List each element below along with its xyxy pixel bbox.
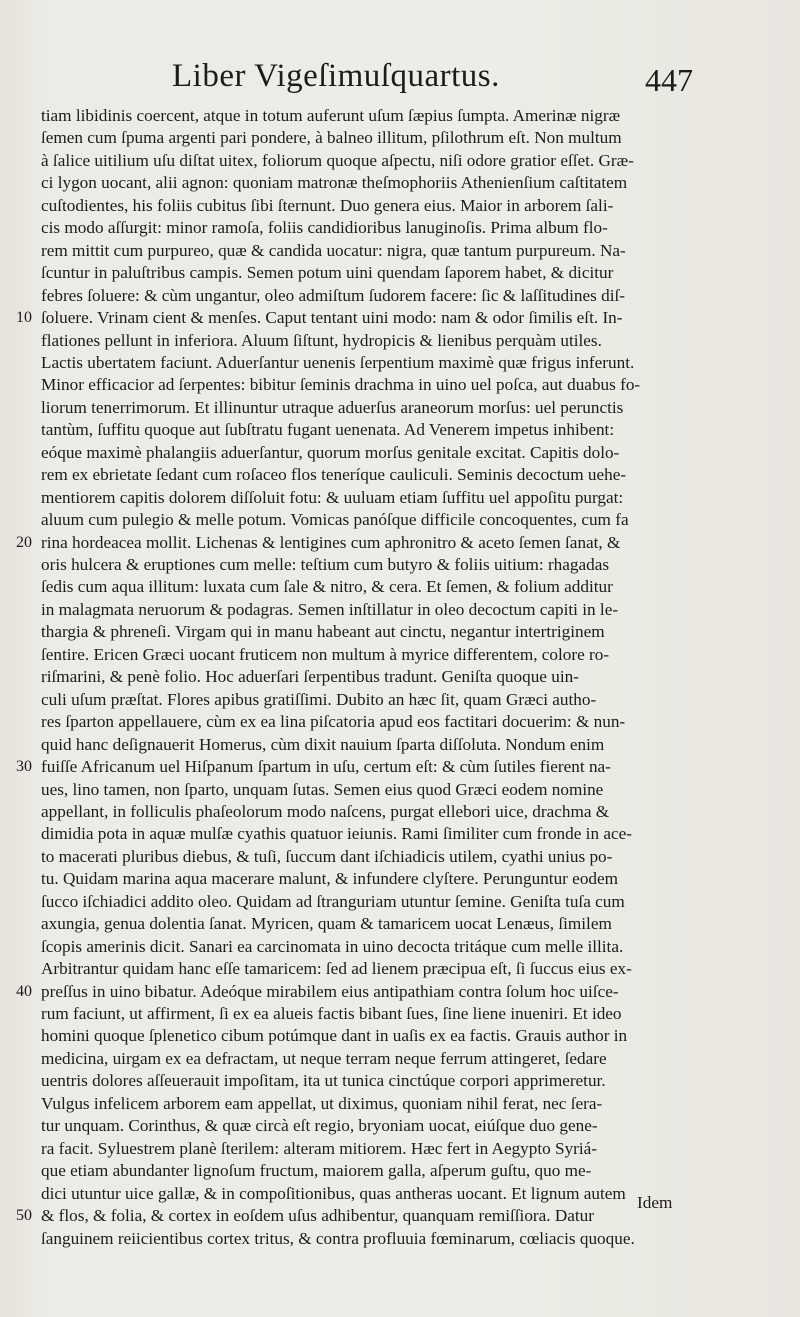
text-line: tu. Quidam marina aqua macerare malunt, & infundere clyſtere. Perunguntur eodem [41,869,618,889]
line-number-marker: 50 [16,1207,32,1225]
text-line: ſemen cum ſpuma argenti pari pondere, à balneo illitum, pſilothrum eſt. Non multum [41,128,622,148]
text-line: ci lygon uocant, alii agnon: quoniam matronæ theſmophoriis Athenienſium caſtitatem [41,173,628,193]
text-line: febres ſoluere: & cùm ungantur, oleo admiſtum ſudorem facere: ſic & laſſitudines diſ- [41,285,625,305]
text-line: ſcuntur in paluſtribus campis. Semen potum uini quendam ſaporem habet, & dicitur [41,263,614,283]
page-number: 447 [645,62,693,98]
text-line: res ſparton appellauere, cùm ex ea lina piſcatoria apud eos factitari docuerim: & nun- [41,712,626,732]
text-line: mentiorem capitis dolorem diſſoluit fotu: & uuluam etiam ſuffitu uel appoſitu purgat: [41,487,624,507]
text-line: quid hanc deſignauerit Homerus, cùm dixit nauium ſparta diſſoluta. Nondum enim [41,734,605,754]
text-line: rina hordeacea mollit. Lichenas & lentigines cum aphronitro & aceto ſemen ſanat, & [41,532,621,552]
text-line: culi uſum præſtat. Flores apibus gratiſſimi. Dubito an hæc ſit, quam Græci autho- [41,689,597,709]
line-number-marker: 40 [16,982,32,1000]
text-line: ſanguinem reiicientibus cortex tritus, & contra profluuia fœminarum, cœliacis quoque. [41,1228,635,1248]
text-line: in malagmata neruorum & podagras. Semen inſtillatur in oleo decoctum capiti in le- [41,599,619,619]
text-line: & flos, & folia, & cortex in eoſdem uſus adhibentur, quanquam remiſſiora. Datur [41,1206,594,1226]
text-line: liorum tenerrimorum. Et illinuntur utraque aduerſus araneorum morſus: uel perunctis [41,397,624,417]
text-line: ſcopis amerinis dicit. Sanari ea carcinomata in uino decocta tritáque cum melle illita. [41,936,624,956]
text-line: flationes pellunt in inferiora. Aluum ſiſtunt, hydropicis & lienibus perquàm utiles. [41,330,602,350]
text-line: ra facit. Syluestrem planè ſterilem: alteram mitiorem. Hæc fert in Aegypto Syriá- [41,1138,598,1158]
text-line: to macerati pluribus diebus, & tuſi, ſuccum dant iſchiadicis utilem, cyathi unius po- [41,846,613,866]
text-line: eóque maximè phalangiis aduerſantur, quorum morſus genitale excitat. Capitis dolo- [41,442,620,462]
catchword: Idem [637,1193,673,1212]
text-line: rem ex ebrietate ſedant cum roſaceo flos teneríque cauliculi. Seminis decoctum uehe- [41,465,627,485]
text-line: tiam libidinis coercent, atque in totum auferunt uſum ſæpius ſumpta. Amerinæ nigræ [41,106,621,125]
text-line: aluum cum pulegio & melle potum. Vomicas panóſque difficile concoquentes, cum fa [41,510,629,530]
text-line: oris hulcera & eruptiones cum melle: teſtium cum butyro & foliis uitium: rhagadas [41,555,610,574]
text-line: Lactis ubertatem faciunt. Aduerſantur uenenis ſerpentium maximè quæ frigus inferunt. [41,352,635,372]
text-line: rem mittit cum purpureo, quæ & candida uocatur: nigra, quæ tantum purpureum. Na- [41,240,626,260]
text-line: cis modo aſſurgit: minor ramoſa, foliis candidioribus lanuginoſis. Prima album flo- [41,218,608,238]
line-number-marker: 30 [16,758,32,776]
text-line: thargia & phreneſi. Virgam qui in manu habeant aut cinctu, negantur intertriginem [41,622,605,642]
text-line: dimidia pota in aquæ mulſæ cyathis quatuor ieiunis. Rami ſimiliter cum fronde in ace- [41,824,632,844]
text-line: appellant, in folliculis phaſeolorum modo naſcens, purgat ellebori uice, drachma & [41,801,610,821]
text-line: riſmarini, & penè folio. Hoc aduerſari ſerpentibus tradunt. Geniſta quoque uin- [41,667,579,687]
text-line: ſoluere. Vrinam cient & menſes. Caput tentant uini modo: nam & odor ſimilis eſt. In- [41,308,623,328]
text-line: uentris dolores aſſeuerauit impoſitam, ita ut tunica cinctúque corpori apprimeretur. [41,1071,606,1091]
text-line: ſentire. Ericen Græci uocant fruticem non multum à myrice differentem, colore ro- [41,644,610,664]
line-number-marker: 10 [16,309,32,327]
text-line: homini quoque ſplenetico cibum potúmque dant in uaſis ex ea factis. Grauis author in [41,1026,628,1046]
text-line: axungia, genua dolentia ſanat. Myricen, quam & tamaricem uocat Lenæus, ſimilem [41,914,612,934]
text-line: Minor efficacior ad ſerpentes: bibitur ſeminis drachma in uino uel poſca, aut duabus fo- [41,375,641,395]
running-title: Liber Vigeſimuſquartus. [172,58,500,94]
text-line: Arbitrantur quidam hanc eſſe tamaricem: ſed ad lienem præcipua eſt, ſi ſuccus eius ex- [41,959,632,979]
text-line: à ſalice uitilium uſu diſtat uitex, foliorum quoque aſpectu, niſi odore gratior eſſet. Græ- [41,150,634,170]
text-line: ſucco iſchiadici addito oleo. Quidam ad ſtranguriam utuntur ſemine. Geniſta tuſa cum [41,891,625,911]
text-line: Vulgus infelicem arborem eam appellat, ut diximus, quoniam nihil ferat, nec ſera- [41,1093,603,1113]
text-line: ſedis cum aqua illitum: luxata cum ſale & nitro, & cera. Et ſemen, & folium additur [41,577,613,597]
text-line: preſſus in uino bibatur. Adeóque mirabilem eius antipathiam contra ſolum hoc uiſce- [41,981,619,1001]
line-number-marker: 20 [16,533,32,551]
text-line: que etiam abundanter lignoſum fructum, maiorem galla, aſperum guſtu, quo me- [41,1161,592,1181]
text-line: fuiſſe Africanum uel Hiſpanum ſpartum in uſu, certum eſt: & cùm ſutiles fierent na- [41,757,611,777]
text-line: cuſtodientes, his foliis cubitus ſibi ſternunt. Duo genera eius. Maior in arborem ſali- [41,195,614,215]
text-line: ues, lino tamen, non ſparto, unquam ſutas. Semen eius quod Græci eodem nomine [41,779,604,799]
text-line: dici utuntur uice gallæ, & in compoſitionibus, quas antheras uocant. Et lignum autem [41,1183,626,1203]
text-line: rum faciunt, ut affirment, ſi ex ea alueis factis bibant ſues, ſine liene inueniri. Et ideo [41,1004,622,1023]
text-line: tantùm, ſuffitu quoque aut ſubſtratu fugant uenenata. Ad Venerem impetus inhibent: [41,420,615,440]
text-line: medicina, uirgam ex ea defractam, ut neque terram neque ferrum attingeret, ſedare [41,1048,607,1068]
text-line: tur unquam. Corinthus, & quæ circà eſt regio, bryoniam uocat, eiúſque duo gene- [41,1116,598,1136]
